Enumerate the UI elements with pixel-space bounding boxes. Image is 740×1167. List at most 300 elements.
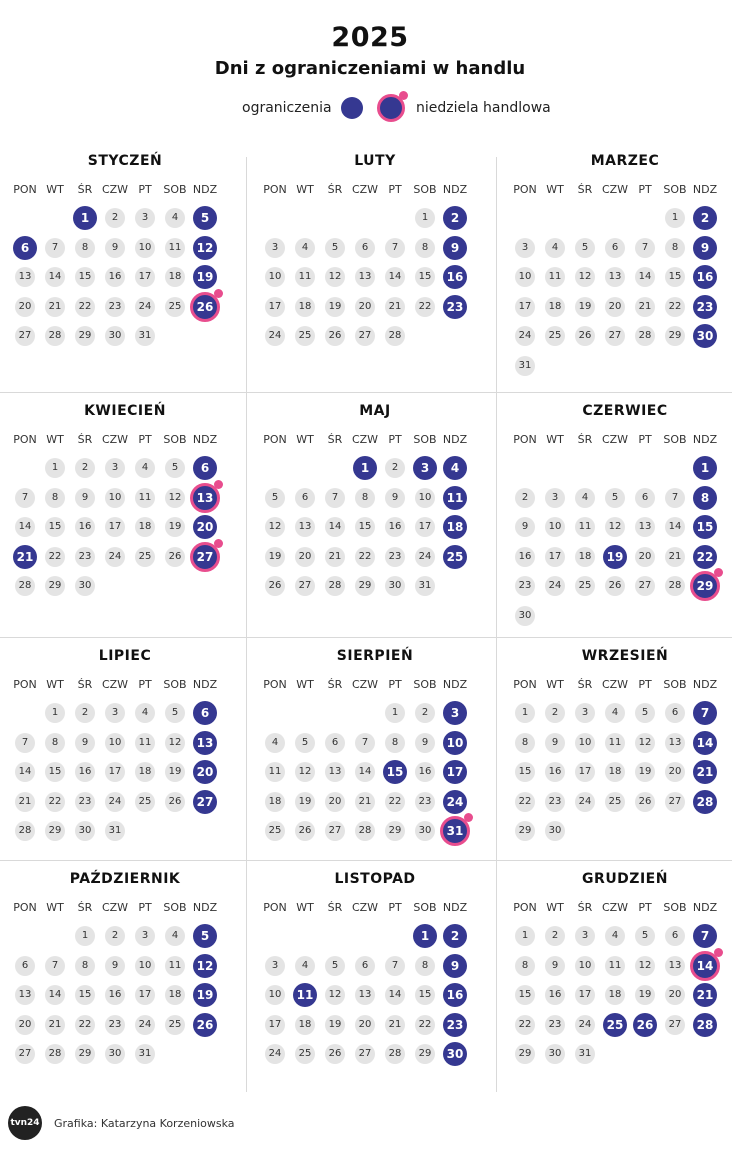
day-regular: 23	[385, 547, 405, 567]
weekday-label: WT	[546, 901, 564, 914]
day-regular: 5	[265, 488, 285, 508]
day-regular: 28	[385, 1044, 405, 1064]
day-regular: 19	[295, 792, 315, 812]
legend-restricted-dot-icon	[341, 97, 363, 119]
day-regular: 18	[165, 267, 185, 287]
day-restricted: 1	[73, 206, 97, 230]
weekday-label: SOB	[663, 433, 687, 446]
weekday-label: ŚR	[577, 678, 593, 691]
day-regular: 2	[385, 458, 405, 478]
day-regular: 2	[75, 458, 95, 478]
day-regular: 22	[75, 1015, 95, 1035]
day-regular: 27	[295, 576, 315, 596]
month-name: MAJ	[359, 403, 391, 419]
day-restricted: 25	[443, 545, 467, 569]
day-regular: 15	[45, 517, 65, 537]
day-regular: 15	[415, 267, 435, 287]
weekday-label: ŚR	[577, 901, 593, 914]
day-regular: 2	[545, 703, 565, 723]
weekday-label: PON	[13, 901, 37, 914]
day-regular: 5	[575, 238, 595, 258]
weekday-header	[10, 901, 256, 917]
weekday-label: ŚR	[77, 433, 93, 446]
day-regular: 17	[105, 517, 125, 537]
day-regular: 19	[265, 547, 285, 567]
day-regular: 21	[325, 547, 345, 567]
day-regular: 17	[575, 762, 595, 782]
month-2	[260, 145, 506, 392]
tvn24-logo: tvn24	[8, 1106, 42, 1140]
weekday-label: NDZ	[692, 678, 718, 691]
day-regular: 26	[605, 576, 625, 596]
day-regular: 11	[165, 956, 185, 976]
day-regular: 22	[515, 792, 535, 812]
day-restricted: 13	[193, 731, 217, 755]
day-regular: 14	[665, 517, 685, 537]
weekday-label: PON	[513, 433, 537, 446]
day-regular: 14	[355, 762, 375, 782]
day-restricted: 11	[443, 486, 467, 510]
day-regular: 5	[635, 926, 655, 946]
day-regular: 22	[415, 297, 435, 317]
month-1	[10, 145, 256, 392]
day-regular: 14	[385, 267, 405, 287]
weekday-label: SOB	[163, 678, 187, 691]
trading-sunday-marker-icon	[214, 289, 223, 298]
weekday-label: PON	[513, 678, 537, 691]
day-regular: 17	[265, 1015, 285, 1035]
day-restricted: 21	[13, 545, 37, 569]
day-regular: 16	[75, 517, 95, 537]
day-regular: 24	[135, 1015, 155, 1035]
day-regular: 11	[265, 762, 285, 782]
month-12	[510, 863, 740, 1095]
day-restricted: 6	[193, 701, 217, 725]
day-regular: 1	[385, 703, 405, 723]
day-regular: 8	[75, 956, 95, 976]
weekday-label: WT	[546, 183, 564, 196]
weekday-label: PT	[638, 901, 652, 914]
day-regular: 14	[325, 517, 345, 537]
day-regular: 12	[575, 267, 595, 287]
day-regular: 7	[45, 956, 65, 976]
day-regular: 3	[105, 703, 125, 723]
weekday-label: SOB	[413, 901, 437, 914]
weekday-label: ŚR	[577, 433, 593, 446]
weekday-label: PT	[138, 678, 152, 691]
day-regular: 18	[575, 547, 595, 567]
day-regular: 10	[135, 238, 155, 258]
day-regular: 31	[135, 1044, 155, 1064]
month-name: GRUDZIEŃ	[582, 871, 668, 887]
day-restricted: 19	[193, 265, 217, 289]
day-regular: 4	[605, 926, 625, 946]
day-regular: 19	[325, 1015, 345, 1035]
day-regular: 22	[665, 297, 685, 317]
day-regular: 7	[385, 238, 405, 258]
day-regular: 10	[105, 733, 125, 753]
day-regular: 9	[105, 238, 125, 258]
day-restricted: 17	[443, 760, 467, 784]
weekday-label: PON	[263, 183, 287, 196]
weekday-label: NDZ	[192, 183, 218, 196]
day-regular: 26	[265, 576, 285, 596]
day-regular: 4	[165, 208, 185, 228]
day-regular: 13	[665, 956, 685, 976]
day-regular: 11	[135, 488, 155, 508]
trading-sunday-marker-icon	[214, 539, 223, 548]
day-regular: 28	[45, 326, 65, 346]
day-regular: 3	[545, 488, 565, 508]
day-regular: 8	[355, 488, 375, 508]
weekday-label: WT	[46, 678, 64, 691]
day-regular: 6	[665, 703, 685, 723]
weekday-label: SOB	[663, 901, 687, 914]
day-regular: 24	[135, 297, 155, 317]
day-regular: 29	[665, 326, 685, 346]
weekday-header	[260, 433, 506, 449]
day-regular: 12	[265, 517, 285, 537]
month-7	[10, 640, 256, 862]
day-regular: 27	[355, 326, 375, 346]
day-regular: 7	[15, 733, 35, 753]
day-regular: 30	[545, 1044, 565, 1064]
day-regular: 16	[385, 517, 405, 537]
day-regular: 20	[325, 792, 345, 812]
day-regular: 13	[355, 267, 375, 287]
day-regular: 3	[105, 458, 125, 478]
day-regular: 25	[605, 792, 625, 812]
day-restricted: 20	[193, 760, 217, 784]
weekday-label: ŚR	[577, 183, 593, 196]
day-restricted: 15	[383, 760, 407, 784]
day-regular: 8	[45, 733, 65, 753]
weekday-label: NDZ	[442, 433, 468, 446]
day-regular: 20	[665, 762, 685, 782]
weekday-label: CZW	[351, 433, 379, 446]
day-regular: 6	[355, 956, 375, 976]
day-restricted: 19	[193, 983, 217, 1007]
month-name: LIPIEC	[98, 648, 152, 664]
day-regular: 11	[165, 238, 185, 258]
day-regular: 27	[355, 1044, 375, 1064]
day-regular: 13	[605, 267, 625, 287]
month-3	[510, 145, 740, 392]
day-regular: 18	[605, 985, 625, 1005]
weekday-label: SOB	[413, 678, 437, 691]
day-regular: 19	[635, 985, 655, 1005]
day-regular: 1	[45, 458, 65, 478]
day-regular: 30	[75, 821, 95, 841]
day-regular: 22	[415, 1015, 435, 1035]
day-regular: 30	[545, 821, 565, 841]
day-regular: 26	[165, 547, 185, 567]
day-regular: 23	[75, 547, 95, 567]
day-restricted: 7	[693, 924, 717, 948]
weekday-label: CZW	[101, 433, 129, 446]
day-regular: 14	[45, 267, 65, 287]
day-regular: 19	[165, 517, 185, 537]
day-regular: 23	[105, 1015, 125, 1035]
day-regular: 2	[105, 208, 125, 228]
month-name: LISTOPAD	[334, 871, 416, 887]
day-regular: 8	[415, 956, 435, 976]
day-restricted: 21	[693, 760, 717, 784]
day-regular: 30	[105, 1044, 125, 1064]
day-regular: 25	[295, 326, 315, 346]
day-regular: 31	[575, 1044, 595, 1064]
weekday-label: NDZ	[442, 678, 468, 691]
day-regular: 21	[355, 792, 375, 812]
day-regular: 28	[325, 576, 345, 596]
day-regular: 15	[515, 762, 535, 782]
day-regular: 10	[415, 488, 435, 508]
day-restricted: 22	[693, 545, 717, 569]
day-regular: 1	[515, 926, 535, 946]
trading-sunday-marker-icon	[214, 480, 223, 489]
day-regular: 12	[605, 517, 625, 537]
day-regular: 15	[515, 985, 535, 1005]
day-regular: 21	[45, 297, 65, 317]
day-regular: 6	[325, 733, 345, 753]
day-regular: 27	[635, 576, 655, 596]
day-restricted: 8	[693, 486, 717, 510]
day-restricted: 9	[443, 236, 467, 260]
day-regular: 7	[15, 488, 35, 508]
day-restricted: 18	[443, 515, 467, 539]
day-regular: 12	[325, 985, 345, 1005]
day-regular: 24	[515, 326, 535, 346]
month-name: CZERWIEC	[582, 403, 668, 419]
month-name: LUTY	[354, 153, 396, 169]
weekday-label: SOB	[413, 183, 437, 196]
day-regular: 25	[295, 1044, 315, 1064]
day-regular: 20	[295, 547, 315, 567]
day-regular: 25	[575, 576, 595, 596]
weekday-label: WT	[296, 678, 314, 691]
day-restricted: 1	[693, 456, 717, 480]
weekday-label: CZW	[351, 678, 379, 691]
day-regular: 31	[415, 576, 435, 596]
day-regular: 16	[515, 547, 535, 567]
day-regular: 10	[575, 956, 595, 976]
day-regular: 17	[415, 517, 435, 537]
day-regular: 24	[265, 1044, 285, 1064]
day-regular: 15	[665, 267, 685, 287]
day-regular: 6	[665, 926, 685, 946]
day-regular: 8	[75, 238, 95, 258]
day-regular: 10	[265, 985, 285, 1005]
month-name: KWIECIEŃ	[84, 403, 166, 419]
weekday-label: ŚR	[327, 433, 343, 446]
day-regular: 5	[165, 703, 185, 723]
weekday-label: PT	[388, 183, 402, 196]
day-regular: 14	[635, 267, 655, 287]
weekday-label: CZW	[351, 183, 379, 196]
day-regular: 6	[355, 238, 375, 258]
day-regular: 4	[135, 458, 155, 478]
day-restricted: 23	[443, 295, 467, 319]
weekday-label: NDZ	[442, 901, 468, 914]
day-regular: 11	[135, 733, 155, 753]
day-trading-sunday: 13	[190, 483, 220, 513]
day-regular: 11	[605, 733, 625, 753]
day-regular: 14	[15, 762, 35, 782]
day-restricted: 6	[193, 456, 217, 480]
day-restricted: 27	[193, 790, 217, 814]
weekday-label: WT	[546, 678, 564, 691]
day-trading-sunday: 27	[190, 542, 220, 572]
trading-sunday-marker-icon	[714, 948, 723, 957]
day-regular: 23	[515, 576, 535, 596]
day-restricted: 23	[693, 295, 717, 319]
day-restricted: 1	[413, 924, 437, 948]
day-regular: 25	[265, 821, 285, 841]
day-regular: 17	[575, 985, 595, 1005]
day-restricted: 23	[443, 1013, 467, 1037]
weekday-label: ŚR	[77, 678, 93, 691]
day-regular: 3	[135, 208, 155, 228]
day-regular: 27	[325, 821, 345, 841]
day-regular: 18	[135, 517, 155, 537]
day-regular: 18	[165, 985, 185, 1005]
weekday-label: CZW	[601, 901, 629, 914]
day-restricted: 9	[443, 954, 467, 978]
weekday-label: PT	[388, 433, 402, 446]
day-regular: 14	[45, 985, 65, 1005]
weekday-label: SOB	[163, 183, 187, 196]
day-restricted: 3	[443, 701, 467, 725]
weekday-label: PON	[513, 183, 537, 196]
weekday-label: ŚR	[77, 183, 93, 196]
weekday-label: PT	[388, 901, 402, 914]
day-regular: 21	[635, 297, 655, 317]
day-regular: 9	[75, 488, 95, 508]
day-regular: 28	[665, 576, 685, 596]
weekday-label: SOB	[163, 901, 187, 914]
weekday-label: ŚR	[327, 183, 343, 196]
day-regular: 29	[385, 821, 405, 841]
weekday-label: PT	[388, 678, 402, 691]
day-regular: 2	[515, 488, 535, 508]
weekday-header	[510, 678, 740, 694]
legend-restricted-label: ograniczenia	[242, 100, 332, 116]
day-regular: 3	[575, 703, 595, 723]
weekday-label: WT	[296, 901, 314, 914]
day-regular: 6	[635, 488, 655, 508]
day-restricted: 9	[693, 236, 717, 260]
day-regular: 18	[135, 762, 155, 782]
day-regular: 10	[135, 956, 155, 976]
month-10	[10, 863, 256, 1095]
day-regular: 23	[105, 297, 125, 317]
day-regular: 29	[45, 821, 65, 841]
day-regular: 19	[165, 762, 185, 782]
day-regular: 2	[415, 703, 435, 723]
day-regular: 23	[545, 1015, 565, 1035]
day-regular: 5	[325, 238, 345, 258]
day-regular: 9	[515, 517, 535, 537]
day-regular: 12	[165, 733, 185, 753]
day-regular: 12	[165, 488, 185, 508]
day-restricted: 28	[693, 1013, 717, 1037]
weekday-label: CZW	[351, 901, 379, 914]
weekday-header	[10, 183, 256, 199]
weekday-label: WT	[296, 433, 314, 446]
page-title: 2025	[331, 22, 409, 53]
day-regular: 19	[635, 762, 655, 782]
day-regular: 10	[545, 517, 565, 537]
day-regular: 4	[165, 926, 185, 946]
day-regular: 20	[355, 1015, 375, 1035]
month-9	[510, 640, 740, 862]
day-regular: 7	[385, 956, 405, 976]
day-regular: 10	[515, 267, 535, 287]
day-regular: 2	[545, 926, 565, 946]
day-regular: 21	[385, 1015, 405, 1035]
day-regular: 16	[415, 762, 435, 782]
weekday-label: PON	[513, 901, 537, 914]
footer	[8, 1106, 408, 1142]
day-restricted: 2	[443, 206, 467, 230]
day-regular: 7	[325, 488, 345, 508]
day-restricted: 16	[443, 983, 467, 1007]
day-restricted: 14	[693, 731, 717, 755]
day-regular: 16	[75, 762, 95, 782]
day-regular: 20	[665, 985, 685, 1005]
page-subtitle: Dni z ograniczeniami w handlu	[214, 58, 526, 79]
weekday-label: PON	[263, 433, 287, 446]
weekday-label: NDZ	[192, 433, 218, 446]
day-regular: 3	[575, 926, 595, 946]
legend-trading-sunday-dot-icon	[377, 94, 405, 122]
day-regular: 11	[605, 956, 625, 976]
day-regular: 7	[45, 238, 65, 258]
day-regular: 26	[295, 821, 315, 841]
day-regular: 10	[265, 267, 285, 287]
day-restricted: 6	[13, 236, 37, 260]
day-regular: 26	[325, 1044, 345, 1064]
day-regular: 24	[105, 547, 125, 567]
day-regular: 7	[635, 238, 655, 258]
day-regular: 30	[75, 576, 95, 596]
day-regular: 20	[635, 547, 655, 567]
day-regular: 27	[605, 326, 625, 346]
month-6	[510, 395, 740, 639]
day-regular: 12	[325, 267, 345, 287]
day-trading-sunday: 29	[690, 571, 720, 601]
day-restricted: 21	[693, 983, 717, 1007]
day-regular: 15	[415, 985, 435, 1005]
month-name: WRZESIEŃ	[581, 648, 669, 664]
day-regular: 29	[515, 821, 535, 841]
legend	[0, 94, 740, 124]
day-regular: 4	[135, 703, 155, 723]
day-regular: 22	[385, 792, 405, 812]
day-regular: 7	[355, 733, 375, 753]
day-regular: 27	[15, 1044, 35, 1064]
day-regular: 29	[75, 1044, 95, 1064]
day-regular: 4	[605, 703, 625, 723]
weekday-header	[260, 678, 506, 694]
day-restricted: 26	[193, 1013, 217, 1037]
day-regular: 31	[135, 326, 155, 346]
day-regular: 22	[515, 1015, 535, 1035]
day-regular: 5	[605, 488, 625, 508]
day-restricted: 26	[633, 1013, 657, 1037]
day-regular: 9	[545, 956, 565, 976]
day-regular: 31	[105, 821, 125, 841]
